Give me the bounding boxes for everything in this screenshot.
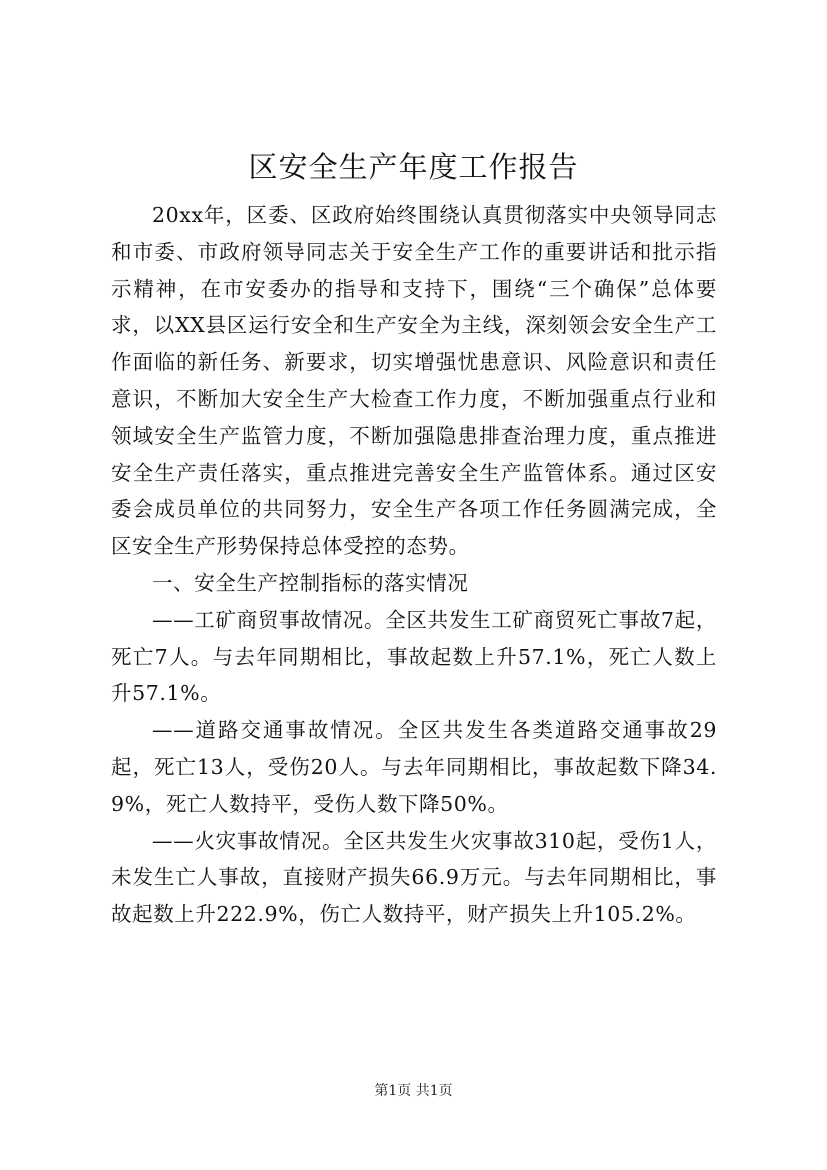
paragraph-fire-accidents: ——火灾事故情况。全区共发生火灾事故310起，受伤1人，未发生亡人事故，直接财产损失66.9万元。与去年同期相比，事故起数上升222.9%，伤亡人数持平，财产损失上升105.2%。 [111, 828, 717, 927]
document-title: 区安全生产年度工作报告 [248, 150, 579, 184]
document-body [111, 197, 717, 933]
section-heading-1: 一、安全生产控制指标的落实情况 [152, 570, 469, 595]
page-number-footer: 第1页 共1页 [374, 1083, 453, 1099]
paragraph-intro: 20xx年，区委、区政府始终围绕认真贯彻落实中央领导同志和市委、市政府领导同志关于安全生产工作的重要讲话和批示指示精神，在市安委办的指导和支持下，围绕“三个确保”总体要求，以XX县区运行安全和生产安全为主线，深刻领会安全生产工作面临的新任务、新要求，切实增强忧患意识、风险意识和责任意识，不断加大安全生产大检查工作力度，不断加强重点行业和领域安全生产监管力度，不断加强隐患排查治理力度，重点推进安全生产责任落实，重点推进完善安全生产监管体系。通过区安委会成员单位的共同努力，安全生产各项工作任务圆满完成，全区安全生产形势保持总体受控的态势。 [111, 203, 717, 559]
paragraph-industrial-accidents: ——工矿商贸事故情况。全区共发生工矿商贸死亡事故7起，死亡7人。与去年同期相比，事故起数上升57.1%，死亡人数上升57.1%。 [111, 607, 717, 706]
paragraph-traffic-accidents: ——道路交通事故情况。全区共发生各类道路交通事故29起，死亡13人，受伤20人。与去年同期相比，事故起数下降34.9%，死亡人数持平，受伤人数下降50%。 [111, 718, 717, 816]
